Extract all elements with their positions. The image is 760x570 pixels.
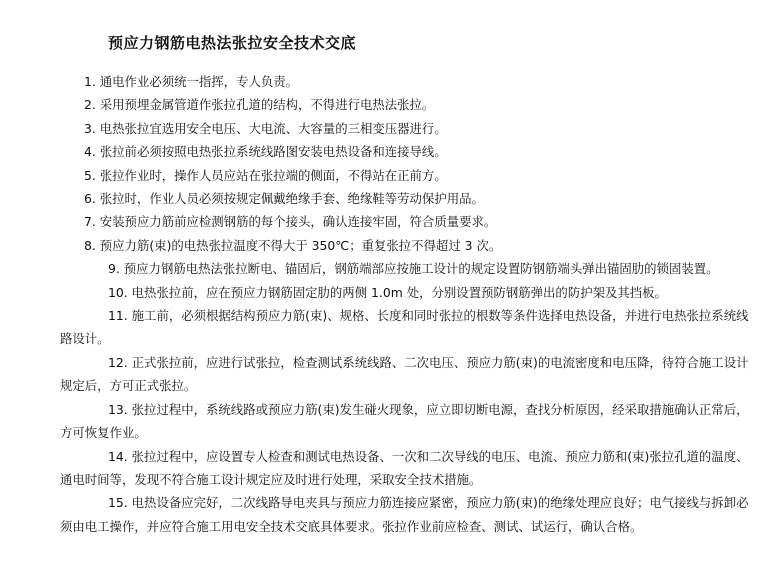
item-text: 电热设备应完好，二次线路导电夹具与预应力筋连接应紧密，预应力筋(束)的绝缘处理应良好；电气接线与拆卸必须由电工操作，并应符合施工用电安全技术交底具体要求。张拉作业前应检查、测试、试运行，确认合格。 bbox=[60, 495, 749, 534]
item-number: 3. bbox=[84, 120, 96, 136]
item-number: 2. bbox=[84, 97, 96, 113]
item-text: 张拉过程中，应设置专人检查和测试电热设备、一次和二次导线的电压、电流、预应力筋和(束)张拉孔道的温度、通电时间等，发现不符合施工设计规定应及时进行处理，采取安全技术措施。 bbox=[60, 448, 749, 487]
item-text: 张拉时，作业人员必须按规定佩戴绝缘手套、绝缘鞋等劳动保护用品。 bbox=[99, 191, 484, 207]
list-item bbox=[60, 491, 750, 538]
item-text: 张拉过程中，系统线路或预应力筋(束)发生碰火现象，应立即切断电源，查找分析原因，经采取措施确认正常后，方可恢复作业。 bbox=[60, 401, 749, 441]
list-item bbox=[60, 234, 750, 257]
item-number: 1. bbox=[84, 74, 96, 89]
item-text: 安装预应力筋前应检测钢筋的每个接头，确认连接牢固，符合质量要求。 bbox=[99, 214, 497, 230]
item-text: 正式张拉前，应进行试张拉，检查测试系统线路、二次电压、预应力筋(束)的电流密度和电压降，待符合施工设计规定后，方可正式张拉。 bbox=[60, 354, 749, 394]
document-title: 预应力钢筋电热法张拉安全技术交底 bbox=[108, 34, 357, 52]
list-item bbox=[60, 445, 750, 492]
item-number: 15. bbox=[108, 495, 128, 511]
item-text: 电热张拉宜选用安全电压、大电流、大容量的三相变压器进行。 bbox=[99, 120, 447, 136]
list-item bbox=[60, 351, 750, 398]
list-item bbox=[60, 93, 750, 116]
item-text: 施工前，必须根据结构预应力筋(束)、规格、长度和同时张拉的根数等条件选择电热设备，并进行电热张拉系统线路设计。 bbox=[60, 308, 749, 347]
item-number: 5. bbox=[84, 167, 96, 183]
item-number: 11. bbox=[108, 308, 128, 324]
item-number: 8. bbox=[84, 237, 96, 253]
list-item bbox=[60, 164, 750, 187]
item-text: 张拉作业时，操作人员应站在张拉端的侧面，不得站在正前方。 bbox=[99, 167, 447, 183]
item-number: 4. bbox=[84, 144, 96, 160]
list-item bbox=[60, 70, 750, 93]
list-item bbox=[60, 398, 750, 445]
item-text: 预应力钢筋电热法张拉断电、锚固后，钢筋端部应按施工设计的规定设置防钢筋端头弹出锚固肋的锁固装置。 bbox=[123, 261, 719, 277]
list-item bbox=[60, 304, 750, 351]
item-number: 10. bbox=[108, 284, 128, 300]
item-number: 14. bbox=[108, 448, 128, 464]
item-text: 电热张拉前，应在预应力钢筋固定肋的两侧 1.0m 处，分别设置预防钢筋弹出的防护架及其挡板。 bbox=[131, 284, 667, 300]
list-item bbox=[60, 257, 750, 280]
item-text: 通电作业必须统一指挥，专人负责。 bbox=[99, 74, 299, 89]
item-number: 12. bbox=[108, 354, 128, 370]
list-item bbox=[60, 117, 750, 140]
list-item bbox=[60, 210, 750, 233]
item-number: 9. bbox=[108, 261, 120, 277]
item-number: 13. bbox=[108, 401, 128, 417]
list-item bbox=[60, 281, 750, 304]
item-text: 采用预埋金属管道作张拉孔道的结构，不得进行电热法张拉。 bbox=[99, 97, 435, 113]
list-item bbox=[60, 187, 750, 210]
list-item bbox=[60, 140, 750, 163]
item-number: 7. bbox=[84, 214, 96, 230]
item-list bbox=[60, 70, 750, 538]
item-text: 预应力筋(束)的电热张拉温度不得大于 350℃；重复张拉不得超过 3 次。 bbox=[99, 237, 502, 253]
item-text: 张拉前必须按照电热张拉系统线路图安装电热设备和连接导线。 bbox=[99, 144, 447, 160]
item-number: 6. bbox=[84, 191, 96, 207]
